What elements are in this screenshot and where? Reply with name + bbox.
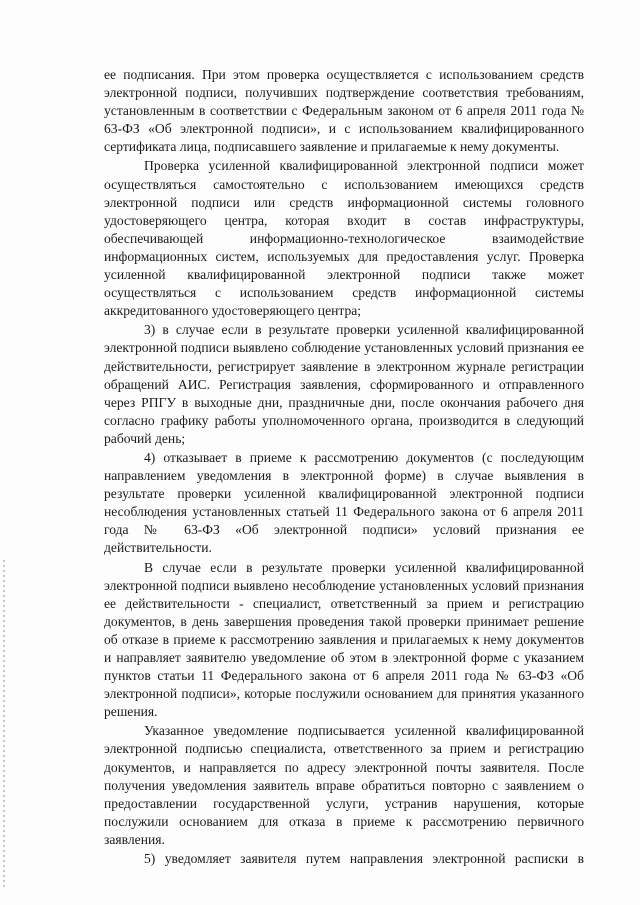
paragraph-item-3: 3) в случае если в результате проверки усиленной квалифицированной электронной подписи выявлено соблюдение установленных условий признания ее действительности, регистрирует заявление в электронном журнале регистрации обращений АИС. Регистрация заявления, сформированного и отправленного через РПГУ в выходные дни, праздничные дни, после окончания рабочего дня согласно графику работы уполномоченного органа, производится в следующий рабочий день; — [104, 322, 584, 446]
paragraph-item-5: 5) уведомляет заявителя путем направления электронной расписки в — [144, 851, 584, 867]
paragraph-item-4: 4) отказывает в приеме к рассмотрению документов (с последующим направлением уведомления в электронной форме) в случае выявления в результате проверки усиленной квалифицированной электронной подписи несоблюдения установленных статьей 11 Федерального закона от 6 апреля 2011 года № 63-ФЗ «Об электронной подписи» условий признания ее действительности. — [104, 449, 584, 556]
document-body — [104, 66, 584, 868]
scan-binding-edge — [3, 560, 5, 890]
paragraph-continuation: ее подписания. При этом проверка осуществляется с использованием средств электронной подписи, получивших подтверждение соответствия требованиям, установленным в соответствии с Федеральным законом от 6 апреля 2011 года № 63-ФЗ «Об электронной подписи», и с использованием квалифицированного сертификата лица, подписавшего заявление и прилагаемые к нему документы. — [104, 67, 584, 155]
paragraph-notification: Указанное уведомление подписывается усиленной квалифицированной электронной подписью специалиста, ответственного за прием и регистрацию документов, и направляется по адресу электронной почты заявителя. После получения уведомления заявитель вправе обратиться повторно с заявлением о предоставлении государственной услуги, устранив нарушения, которые послужили основанием для отказа в приеме к рассмотрению первичного заявления. — [104, 723, 584, 847]
paragraph-signature-check: Проверка усиленной квалифицированной электронной подписи может осуществляться самостоятельно с использованием имеющихся средств электронной подписи или средств информационной системы головного удостоверяющего центра, которая входит в состав инфраструктуры, обеспечивающей информационно-технологическое взаимодействие информационных систем, используемых для предоставления услуг. Проверка усиленной квалифицированной электронной подписи также может осуществляться с использованием средств информационной системы аккредитованного удостоверяющего центра; — [104, 158, 584, 319]
paragraph-refusal-case: В случае если в результате проверки усиленной квалифицированной электронной подписи выявлено несоблюдение установленных условий признания ее действительности - специалист, ответственный за прием и регистрацию документов, в день завершения проведения такой проверки принимает решение об отказе в приеме к рассмотрению заявления и прилагаемых к нему документов и направляет заявителю уведомление об этом в электронной форме с указанием пунктов статьи 11 Федерального закона от 6 апреля 2011 года № 63-ФЗ «Об электронной подписи», которые послужили основанием для принятия указанного решения. — [104, 559, 584, 720]
